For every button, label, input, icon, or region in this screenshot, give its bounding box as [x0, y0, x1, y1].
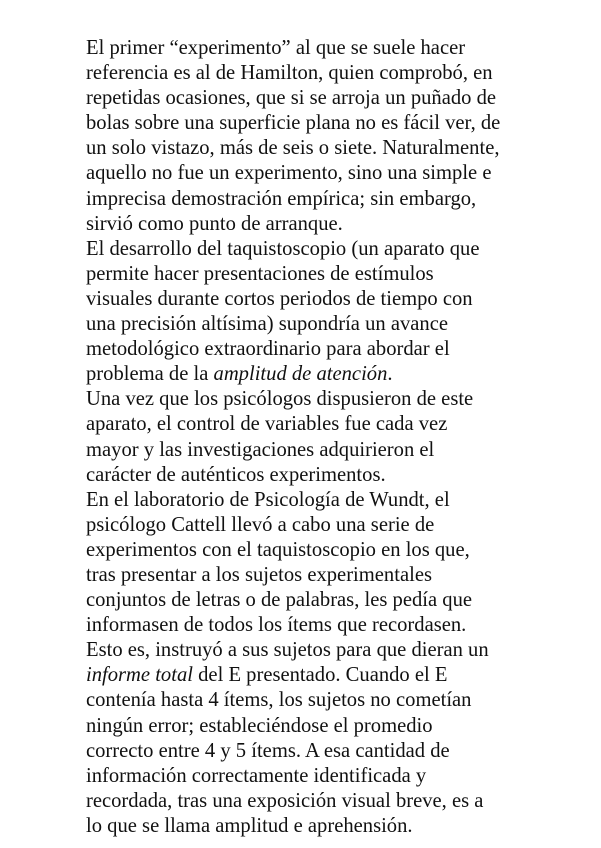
document-page: [86, 36, 536, 839]
text-run: Esto es, instruyó a sus sujetos para que dieran un: [86, 639, 489, 662]
paragraph-taquistoscopio: [86, 237, 536, 388]
text-line: [86, 136, 536, 161]
text-run: recordada, tras una exposición visual breve, es a: [86, 789, 484, 812]
text-line: [86, 588, 536, 613]
text-run: mayor y las investigaciones adquirieron el: [86, 438, 435, 461]
text-run: Una vez que los psicólogos dispusieron de este: [86, 388, 474, 411]
text-run: El desarrollo del taquistoscopio (un aparato que: [86, 237, 480, 260]
text-line: [86, 513, 536, 538]
text-line: [86, 563, 536, 588]
text-run: imprecisa demostración empírica; sin embargo,: [86, 187, 477, 210]
text-line: [86, 764, 536, 789]
text-line: [86, 337, 536, 362]
text-run: permite hacer presentaciones de estímulos: [86, 262, 434, 285]
text-run: una precisión altísima) supondría un avance: [86, 313, 448, 336]
text-run: .: [387, 363, 393, 386]
text-line: [86, 237, 536, 262]
italic-term: informe total: [86, 664, 193, 687]
text-line: [86, 362, 536, 387]
text-line: [86, 463, 536, 488]
text-run: del E presentado. Cuando el E: [192, 664, 448, 687]
text-line: [86, 262, 536, 287]
text-line: [86, 412, 536, 437]
text-run: aquello no fue un experimento, sino una simple e: [86, 162, 492, 185]
text-run: contenía hasta 4 ítems, los sujetos no cometían: [86, 689, 472, 712]
text-run: carácter de auténticos experimentos.: [86, 463, 386, 486]
text-run: El primer “experimento” al que se suele hacer: [86, 37, 466, 59]
paragraph-wundt-cattell: [86, 488, 536, 839]
text-line: [86, 814, 536, 839]
italic-term: amplitud de atención: [213, 363, 388, 386]
text-run: ningún error; estableciéndose el promedio: [86, 714, 433, 737]
text-run: experimentos con el taquistoscopio en los que,: [86, 538, 470, 561]
text-run: un solo vistazo, más de seis o siete. Naturalmente,: [86, 137, 500, 160]
text-line: [86, 663, 536, 688]
text-line: [86, 789, 536, 814]
text-run: aparato, el control de variables fue cada vez: [86, 413, 448, 436]
text-run: conjuntos de letras o de palabras, les pedía que: [86, 589, 473, 612]
text-run: psicólogo Cattell llevó a cabo una serie de: [86, 513, 435, 536]
text-line: [86, 111, 536, 136]
text-line: [86, 187, 536, 212]
text-line: [86, 538, 536, 563]
text-line: [86, 638, 536, 663]
text-run: sirvió como punto de arranque.: [86, 212, 343, 235]
paragraph-hamilton: [86, 36, 536, 237]
paragraph-control-variables: [86, 387, 536, 487]
text-run: referencia es al de Hamilton, quien comprobó, en: [86, 62, 493, 85]
text-line: [86, 688, 536, 713]
text-run: lo que se llama amplitud e aprehensión.: [86, 814, 413, 837]
text-run: metodológico extraordinario para abordar el: [86, 338, 450, 361]
text-line: [86, 86, 536, 111]
text-line: [86, 387, 536, 412]
text-line: [86, 287, 536, 312]
text-line: [86, 312, 536, 337]
text-run: visuales durante cortos periodos de tiempo con: [86, 287, 473, 310]
text-line: [86, 161, 536, 186]
text-run: En el laboratorio de Psicología de Wundt, el: [86, 488, 450, 511]
text-line: [86, 212, 536, 237]
text-line: [86, 714, 536, 739]
text-line: [86, 438, 536, 463]
text-run: repetidas ocasiones, que si se arroja un puñado de: [86, 87, 497, 110]
text-run: informasen de todos los ítems que recordasen.: [86, 614, 467, 637]
text-run: tras presentar a los sujetos experimentales: [86, 563, 432, 586]
text-line: [86, 36, 536, 61]
text-run: bolas sobre una superficie plana no es fácil ver, de: [86, 112, 501, 135]
text-line: [86, 488, 536, 513]
text-line: [86, 739, 536, 764]
text-run: correcto entre 4 y 5 ítems. A esa cantidad de: [86, 739, 450, 762]
text-run: información correctamente identificada y: [86, 764, 427, 787]
text-line: [86, 61, 536, 86]
text-line: [86, 613, 536, 638]
text-run: problema de la: [86, 363, 214, 386]
